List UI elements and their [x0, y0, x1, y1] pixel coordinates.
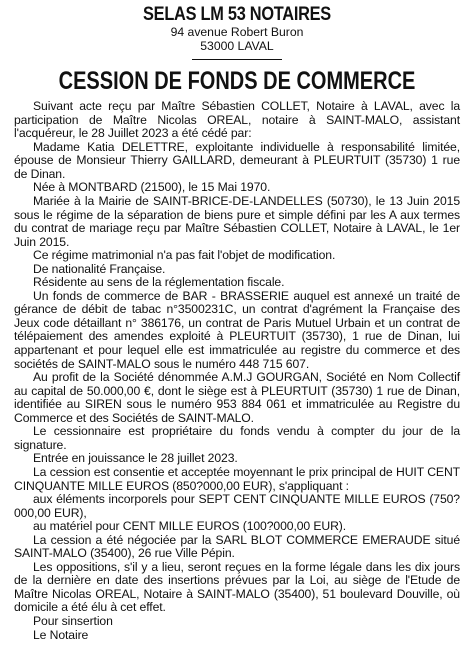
paragraph-oppositions: Les oppositions, s'il y a lieu, seront reçues en la forme légale dans les dix jours de la dernière en date des insertions prévues par la Loi, au siège de l'Etude de Maître Nicolas OREAL, Notaire à SAINT-MALO (35400), 51 boulevard Douville, où domicile a été élu à cet effet.	[14, 559, 460, 615]
paragraph-intangible: aux éléments incorporels pour SEPT CENT CINQUANTE MILLE EUROS (750?000,00 EUR),	[14, 492, 460, 520]
paragraph-entry: Entrée en jouissance le 28 juillet 2023.	[33, 451, 238, 466]
notice-title: CESSION DE FONDS DE COMMERCE	[58, 67, 416, 96]
paragraph-buyer: Au profit de la Société dénommée A.M.J GOURGAN, Société en Nom Collectif au capital de 50.000,00 €, dont le siège est à PLEURTUIT (35730) 1 rue de Dinan, identifiée au SIREN sous le numéro 953 884 061 et immatriculée au Registre du Commerce et des Sociétés de SAINT-MALO.	[14, 370, 460, 425]
paragraph-agency: La cession a été négociée par la SARL BLOT COMMERCE EMERAUDE situé SAINT-MALO (35400), 26 rue Ville Pépin.	[14, 532, 460, 561]
paragraph-nationality: De nationalité Française.	[33, 261, 166, 276]
notice-body	[14, 100, 460, 642]
firm-name: SELAS LM 53 NOTAIRES	[143, 4, 331, 25]
firm-address-city: 53000 LAVAL	[200, 38, 274, 53]
paragraph-price: La cession est consentie et acceptée moyennant le prix principal de HUIT CENT CINQUANTE MILLE EUROS (850?000,00 EUR), s'appliquant :	[14, 464, 460, 493]
paragraph-regime: Ce régime matrimonial n'a pas fait l'objet de modification.	[33, 248, 336, 263]
paragraph-seller: Madame Katia DELETTRE, exploitante individuelle à responsabilité limitée, épouse de Monsieur Thierry GAILLARD, demeurant à PLEURTUIT (35730) 1 rue de Dinan.	[14, 139, 460, 181]
paragraph-business: Un fonds de commerce de BAR - BRASSERIE auquel est annexé un traité de gérance de débit de tabac n°3500231C, un contrat d'agrément la Française des Jeux code détaillant n° 386176, un contrat de Paris Mutuel Urbain et un contrat de télépaiement des amendes exploité à PLEURTUIT (35730), 1 rue de Dinan, lui appartenant et pour lequel elle est immatriculée au registre du commerce et des sociétés de SAINT-MALO sous le numéro 448 715 607.	[14, 288, 460, 371]
firm-address-street: 94 avenue Robert Buron	[170, 25, 304, 39]
paragraph-closing: Pour sinsertion	[33, 613, 113, 628]
separator-rule	[192, 59, 282, 60]
paragraph-deed: Suivant acte reçu par Maître Sébastien COLLET, Notaire à LAVAL, avec la participation de Maître Nicolas OREAL, notaire à SAINT-MALO, assistant l'acquéreur, le 28 Juillet 2023 a été cédé par:	[14, 99, 460, 141]
paragraph-marriage: Mariée à la Mairie de SAINT-BRICE-DE-LANDELLES (50730), le 13 Juin 2015 sous le régime de la séparation de biens pure et simple défini par les A aux termes du contrat de mariage reçu par Maître Sébastien COLLET, Notaire à LAVAL, le 1er Juin 2015.	[14, 194, 460, 249]
paragraph-signature: Le Notaire	[33, 627, 89, 642]
paragraph-residence: Résidente au sens de la réglementation fiscale.	[33, 275, 285, 290]
paragraph-equipment: au matériel pour CENT MILLE EUROS (100?000,00 EUR).	[33, 519, 347, 534]
paragraph-ownership: Le cessionnaire est propriétaire du fonds vendu à compter du jour de la signature.	[14, 424, 460, 452]
paragraph-birth: Née à MONTBARD (21500), le 15 Mai 1970.	[33, 180, 271, 195]
